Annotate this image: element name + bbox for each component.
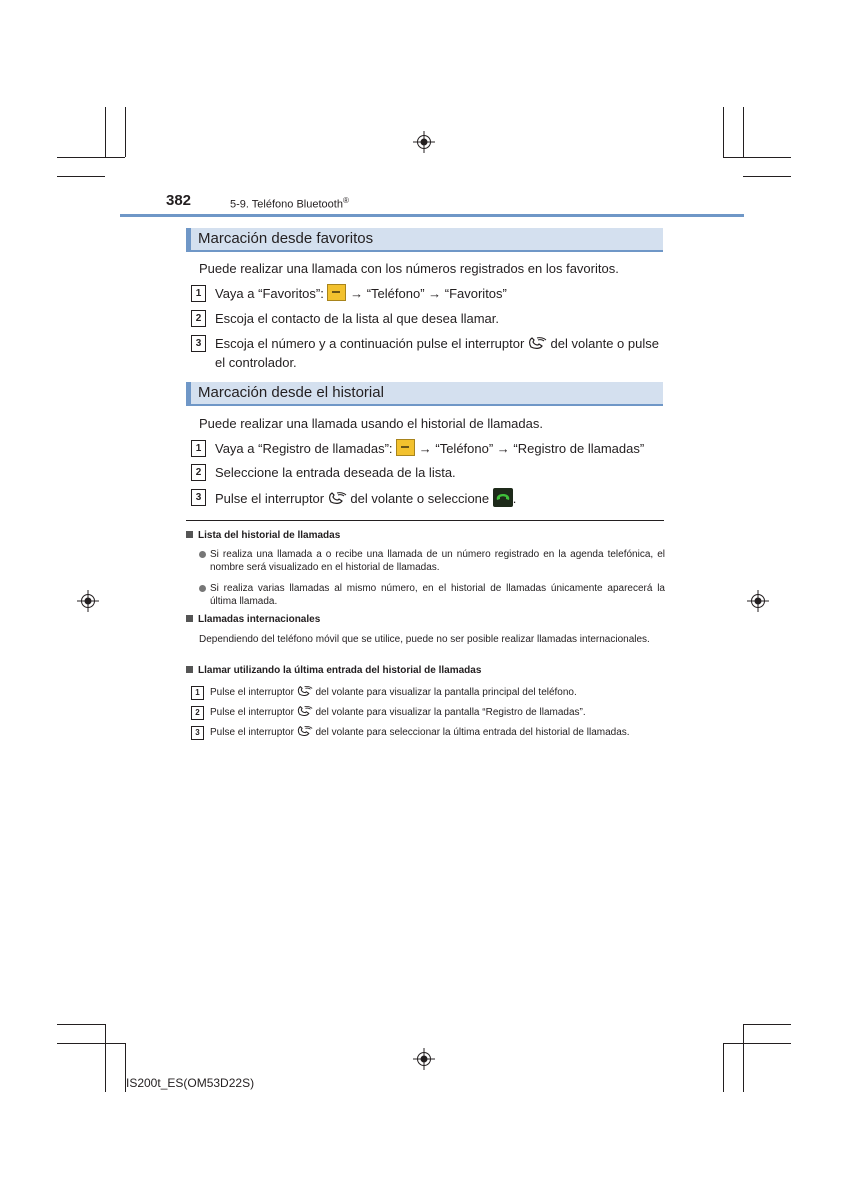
bullet-item (199, 582, 665, 608)
crop-mark (743, 1024, 791, 1025)
paragraph-internacionales: Dependiendo del teléfono móvil que se utilice, puede no ser posible realizar llamadas internacionales. (199, 634, 650, 645)
intro-favoritos: Puede realizar una llamada con los números registrados en los favoritos. (199, 261, 619, 276)
subheading-internacionales (186, 614, 320, 625)
bullet-dot-icon (199, 585, 206, 592)
registered-mark: ® (342, 196, 349, 205)
phone-switch-icon (328, 491, 347, 504)
step-number: 3 (191, 726, 204, 740)
small-step-1 (191, 685, 663, 699)
step-number: 2 (191, 464, 206, 481)
step-text: del volante para seleccionar la última entrada del historial de llamadas. (315, 727, 630, 738)
registration-mark-icon (413, 131, 435, 153)
subheading-lista (186, 530, 340, 541)
section-title-text: 5-9. Teléfono Bluetooth (230, 198, 343, 211)
crop-mark (743, 107, 744, 157)
crop-mark (723, 1043, 724, 1092)
step-text: del volante o seleccione (350, 491, 490, 506)
crop-mark (57, 1043, 125, 1044)
phone-switch-icon (297, 685, 313, 696)
step-text: Pulse el interruptor (210, 727, 294, 738)
crop-mark (57, 157, 125, 158)
step-favoritos-2 (191, 309, 663, 328)
phone-switch-icon (528, 336, 547, 349)
step-number: 1 (191, 285, 206, 302)
crop-mark (723, 107, 724, 157)
step-favoritos-3 (191, 334, 663, 372)
registration-mark-icon (413, 1048, 435, 1070)
step-number: 3 (191, 489, 206, 506)
bullet-text: Si realiza varias llamadas al mismo número, en el historial de llamadas únicamente aparecerá la última llamada. (210, 583, 665, 607)
subheading-text: Llamar utilizando la última entrada del historial de llamadas (198, 665, 482, 676)
step-text: Vaya a “Registro de llamadas”: (215, 441, 393, 456)
step-text: Pulse el interruptor (210, 687, 294, 698)
bullet-dot-icon (199, 551, 206, 558)
crop-mark (723, 1043, 791, 1044)
crop-mark (125, 107, 126, 157)
heading-favoritos: Marcación desde favoritos (186, 228, 663, 252)
crop-mark (105, 107, 106, 157)
crop-mark (57, 1024, 105, 1025)
step-number: 2 (191, 310, 206, 327)
registration-mark-icon (77, 590, 99, 612)
step-favoritos-1 (191, 284, 663, 303)
step-text: Seleccione la entrada deseada de la lista. (215, 465, 456, 480)
step-text: . (512, 491, 517, 506)
step-historial-2 (191, 463, 663, 482)
heading-historial: Marcación desde el historial (186, 382, 663, 406)
crop-mark (743, 176, 791, 177)
square-bullet-icon (186, 531, 193, 538)
step-text: Pulse el interruptor (210, 707, 294, 718)
step-text: Escoja el número y a continuación pulse el interruptor (215, 336, 525, 351)
footer-code: IS200t_ES(OM53D22S) (126, 1076, 255, 1090)
step-number: 2 (191, 706, 204, 720)
subheading-text: Llamadas internacionales (198, 614, 321, 625)
step-text: Escoja el contacto de la lista al que desea llamar. (215, 311, 500, 326)
step-number: 3 (191, 335, 206, 352)
step-number: 1 (191, 686, 204, 700)
section-title (230, 196, 349, 211)
step-text: → “Teléfono” → “Favoritos” (350, 286, 507, 301)
step-number: 1 (191, 440, 206, 457)
crop-mark (723, 157, 791, 158)
step-text: del volante o pulse el controlador. (215, 336, 659, 370)
bullet-item (199, 548, 665, 574)
menu-button-icon (396, 439, 415, 456)
square-bullet-icon (186, 666, 193, 673)
phone-switch-icon (297, 725, 313, 736)
registration-mark-icon (747, 590, 769, 612)
intro-historial: Puede realizar una llamada usando el historial de llamadas. (199, 416, 543, 431)
small-step-2 (191, 705, 663, 719)
page-number: 382 (166, 192, 192, 209)
header-rule (120, 214, 744, 217)
crop-mark (743, 1024, 744, 1092)
subheading-ultima (186, 665, 481, 676)
small-step-3 (191, 725, 663, 739)
green-phone-button-icon (493, 488, 513, 507)
step-historial-3 (191, 488, 663, 508)
crop-mark (57, 176, 105, 177)
menu-button-icon (327, 284, 346, 301)
subheading-text: Lista del historial de llamadas (198, 530, 341, 541)
bullet-text: Si realiza una llamada a o recibe una llamada de un número registrado en la agenda telefónica, el nombre será visualizado en el historial de llamadas. (210, 549, 665, 573)
square-bullet-icon (186, 615, 193, 622)
crop-mark (105, 1024, 106, 1092)
step-text: del volante para visualizar la pantalla principal del teléfono. (315, 687, 577, 698)
step-text: del volante para visualizar la pantalla “Registro de llamadas”. (315, 707, 586, 718)
step-text: Vaya a “Favoritos”: (215, 286, 324, 301)
step-historial-1 (191, 439, 663, 458)
section-divider (186, 520, 664, 521)
step-text: → “Teléfono” → “Registro de llamadas” (418, 441, 645, 456)
phone-switch-icon (297, 705, 313, 716)
step-text: Pulse el interruptor (215, 491, 325, 506)
